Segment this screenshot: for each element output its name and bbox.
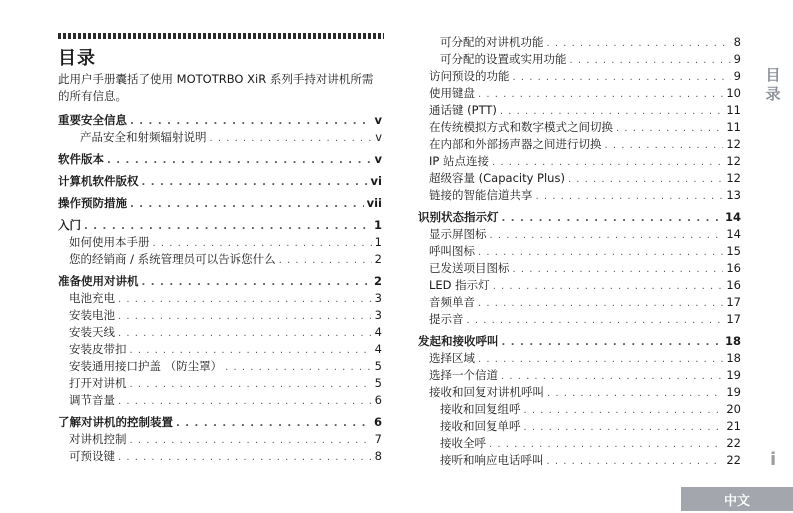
toc-entry[interactable] (418, 226, 741, 243)
toc-entry-page: 6 (374, 393, 382, 407)
dot-leader (467, 312, 724, 329)
toc-entry-label: IP 站点连接 (429, 154, 489, 168)
toc-entry-page: 13 (726, 188, 741, 202)
toc-entry-label: 安装电池 (69, 308, 115, 322)
toc-entry-page: 3 (374, 291, 382, 305)
toc-entry-page: 22 (726, 453, 741, 467)
toc-entry-page: 1 (373, 218, 382, 232)
toc-entry[interactable] (58, 448, 382, 465)
toc-entry[interactable] (418, 68, 741, 85)
dot-leader (547, 35, 731, 52)
toc-entry[interactable] (418, 435, 741, 452)
toc-entry-page: 18 (726, 351, 741, 365)
toc-entry-page: 12 (726, 137, 741, 151)
toc-entry-label: 重要安全信息 (58, 113, 127, 127)
toc-entry[interactable] (58, 129, 382, 146)
toc-entry-page: 15 (726, 244, 741, 258)
toc-entry-page: 17 (726, 312, 741, 326)
dot-leader (176, 415, 371, 432)
dot-leader (279, 252, 372, 269)
toc-entry-page: 9 (733, 52, 741, 66)
toc-entry[interactable] (418, 209, 741, 226)
dot-leader (489, 436, 723, 453)
dot-leader (118, 393, 372, 410)
toc-entry[interactable] (418, 243, 741, 260)
toc-entry[interactable] (418, 311, 741, 328)
dot-leader (478, 295, 723, 312)
toc-entry-label: 安装天线 (69, 325, 115, 339)
dot-leader (130, 342, 372, 359)
dot-leader (605, 137, 724, 154)
toc-entry[interactable] (418, 384, 741, 401)
dot-leader (490, 227, 724, 244)
toc-entry[interactable] (418, 418, 741, 435)
dot-leader (225, 359, 372, 376)
toc-entry[interactable] (58, 234, 382, 251)
dot-leader (130, 113, 372, 130)
toc-entry-page: 1 (374, 235, 382, 249)
toc-entry-page: 19 (726, 368, 741, 382)
language-tab: 中文 (681, 487, 793, 511)
toc-entry[interactable] (418, 260, 741, 277)
toc-entry-page: 4 (374, 325, 382, 339)
toc-entry-page: 14 (726, 227, 741, 241)
toc-entry[interactable] (58, 195, 382, 212)
toc-title: 目录 (58, 48, 96, 69)
toc-entry-page: 20 (726, 402, 741, 416)
dot-leader (524, 402, 724, 419)
dot-leader (210, 130, 373, 147)
toc-entry-label: 调节音量 (69, 393, 115, 407)
dot-leader (524, 419, 724, 436)
toc-entry-label: 对讲机控制 (69, 432, 127, 446)
dot-leader (547, 385, 723, 402)
toc-entry[interactable] (58, 307, 382, 324)
toc-entry-page: 4 (374, 342, 382, 356)
toc-entry-page: 8 (374, 449, 382, 463)
dot-leader (501, 368, 723, 385)
toc-entry[interactable] (418, 34, 741, 51)
dot-leader (502, 210, 722, 227)
toc-entry-page: 5 (374, 376, 382, 390)
toc-entry-label: 入门 (58, 218, 81, 232)
side-tab-char: 目 (765, 66, 781, 84)
toc-entry-page: 9 (733, 69, 741, 83)
side-tab-char: 录 (765, 85, 781, 103)
toc-entry[interactable] (418, 401, 741, 418)
toc-entry-label: 链接的智能信道共享 (429, 188, 533, 202)
toc-entry-page: 12 (726, 171, 741, 185)
toc-entry-label: 计算机软件版权 (58, 174, 139, 188)
toc-entry-label: 接收和回复对讲机呼叫 (429, 385, 544, 399)
dot-leader (478, 244, 723, 261)
toc-entry[interactable] (58, 358, 382, 375)
toc-entry-page: 7 (374, 432, 382, 446)
toc-entry-label: 通话键 (PTT) (429, 103, 497, 117)
dot-leader (536, 188, 724, 205)
dot-leader (153, 235, 372, 252)
toc-entry-label: 显示屏图标 (429, 227, 487, 241)
dot-leader (118, 291, 372, 308)
dot-leader (142, 174, 368, 191)
toc-entry-label: 如何使用本手册 (69, 235, 150, 249)
toc-entry-label: 已发送项目图标 (429, 261, 510, 275)
toc-entry-label: 软件版本 (58, 152, 104, 166)
toc-entry-label: 准备使用对讲机 (58, 274, 139, 288)
toc-entry[interactable] (58, 217, 382, 234)
toc-entry-label: 打开对讲机 (69, 376, 127, 390)
toc-entry-label: 接收全呼 (440, 436, 486, 450)
toc-entry-label: 选择一个信道 (429, 368, 498, 382)
toc-entry-label: 可分配的设置或实用功能 (440, 52, 567, 66)
toc-entry-label: 呼叫图标 (429, 244, 475, 258)
toc-entry-page: 12 (726, 154, 741, 168)
toc-entry[interactable] (58, 392, 382, 409)
dot-leader (493, 278, 724, 295)
dot-leader (118, 449, 372, 466)
toc-entry[interactable] (58, 290, 382, 307)
toc-entry-page: 16 (726, 278, 741, 292)
toc-entry-page: 5 (374, 359, 382, 373)
dot-leader (500, 103, 723, 120)
toc-entry[interactable] (418, 452, 741, 469)
dot-leader (547, 453, 724, 470)
toc-entry-label: 访问预设的功能 (429, 69, 510, 83)
toc-entry-page: 11 (726, 103, 741, 117)
dot-leader (478, 86, 723, 103)
dot-leader (492, 154, 723, 171)
toc-entry-label: 在内部和外部扬声器之间进行切换 (429, 137, 602, 151)
toc-entry-page: 17 (726, 295, 741, 309)
toc-entry-label: 电池充电 (69, 291, 115, 305)
toc-entry-page: 10 (726, 86, 741, 100)
toc-entry-label: 了解对讲机的控制装置 (58, 415, 173, 429)
toc-entry[interactable] (418, 153, 741, 170)
toc-entry[interactable] (418, 85, 741, 102)
dot-leader (478, 351, 723, 368)
toc-entry[interactable] (418, 170, 741, 187)
toc-entry[interactable] (418, 187, 741, 204)
toc-entry-page: 21 (726, 419, 741, 433)
dot-leader (118, 308, 372, 325)
toc-entry[interactable] (58, 151, 382, 168)
intro-text: 此用户手册囊括了使用 MOTOTRBO XiR 系列手持对讲机所需的所有信息。 (58, 72, 374, 103)
dot-leader (568, 171, 723, 188)
toc-entry-label: 您的经销商 / 系统管理员可以告诉您什么 (69, 252, 276, 266)
toc-entry-page: vi (370, 174, 382, 188)
toc-entry-label: 使用键盘 (429, 86, 475, 100)
side-tab-toc (758, 66, 788, 104)
dot-leader (130, 196, 364, 213)
toc-entry-label: LED 指示灯 (429, 278, 490, 292)
toc-entry-page: 11 (726, 120, 741, 134)
toc-entry[interactable] (58, 273, 382, 290)
dot-leader (130, 432, 372, 449)
toc-entry[interactable] (58, 341, 382, 358)
toc-entry-page: v (374, 152, 382, 166)
toc-entry[interactable] (58, 414, 382, 431)
toc-entry-page: 6 (373, 415, 382, 429)
toc-entry-page: 22 (726, 436, 741, 450)
toc-entry-label: 接听和响应电话呼叫 (440, 453, 544, 467)
toc-entry-label: 产品安全和射频辐射说明 (80, 130, 207, 144)
dot-leader (84, 218, 371, 235)
toc-entry[interactable] (418, 294, 741, 311)
toc-entry-label: 操作预防措施 (58, 196, 127, 210)
dot-leader (130, 376, 372, 393)
toc-entry-label: 音频单音 (429, 295, 475, 309)
toc-entry-label: 超级容量 (Capacity Plus) (429, 171, 565, 185)
toc-entry[interactable] (418, 367, 741, 384)
dot-leader (502, 334, 722, 351)
toc-entry-page: 14 (724, 210, 741, 224)
toc-entry-page: 16 (726, 261, 741, 275)
toc-entry-label: 安装通用接口护盖 （防尘罩） (69, 359, 223, 373)
toc-entry-page: vii (366, 196, 382, 210)
dot-leader (616, 120, 723, 137)
toc-entry-label: 可预设键 (69, 449, 115, 463)
toc-entry-page: 19 (726, 385, 741, 399)
toc-entry[interactable] (58, 112, 382, 129)
toc-entry-label: 接收和回复单呼 (440, 419, 521, 433)
toc-entry[interactable] (58, 251, 382, 268)
toc-entry-page: 3 (374, 308, 382, 322)
toc-entry-label: 可分配的对讲机功能 (440, 35, 544, 49)
toc-entry-label: 提示音 (429, 312, 464, 326)
header-dotted-rule (58, 33, 384, 39)
toc-entry-page: 2 (373, 274, 382, 288)
toc-entry-label: 选择区域 (429, 351, 475, 365)
dot-leader (107, 152, 372, 169)
toc-entry-label: 发起和接收呼叫 (418, 334, 499, 348)
toc-entry[interactable] (418, 350, 741, 367)
toc-entry-page: 2 (374, 252, 382, 266)
toc-entry-page: v (374, 113, 382, 127)
toc-entry[interactable] (418, 277, 741, 294)
dot-leader (142, 274, 371, 291)
toc-entry-label: 安装皮带扣 (69, 342, 127, 356)
toc-entry[interactable] (58, 173, 382, 190)
toc-entry[interactable] (418, 136, 741, 153)
toc-entry[interactable] (58, 324, 382, 341)
toc-entry-label: 接收和回复组呼 (440, 402, 521, 416)
toc-entry-page: v (375, 130, 382, 144)
dot-leader (513, 69, 731, 86)
toc-entry-label: 在传统模拟方式和数字模式之间切换 (429, 120, 613, 134)
toc-entry-label: 识别状态指示灯 (418, 210, 499, 224)
toc-entry[interactable] (58, 375, 382, 392)
toc-entry[interactable] (418, 119, 741, 136)
toc-entry[interactable] (418, 333, 741, 350)
toc-entry[interactable] (418, 102, 741, 119)
dot-leader (570, 52, 731, 69)
dot-leader (513, 261, 724, 278)
toc-entry-page: 18 (724, 334, 741, 348)
dot-leader (118, 325, 372, 342)
toc-entry[interactable] (418, 51, 741, 68)
page-number: i (770, 449, 777, 470)
toc-entry[interactable] (58, 431, 382, 448)
toc-entry-page: 8 (733, 35, 741, 49)
